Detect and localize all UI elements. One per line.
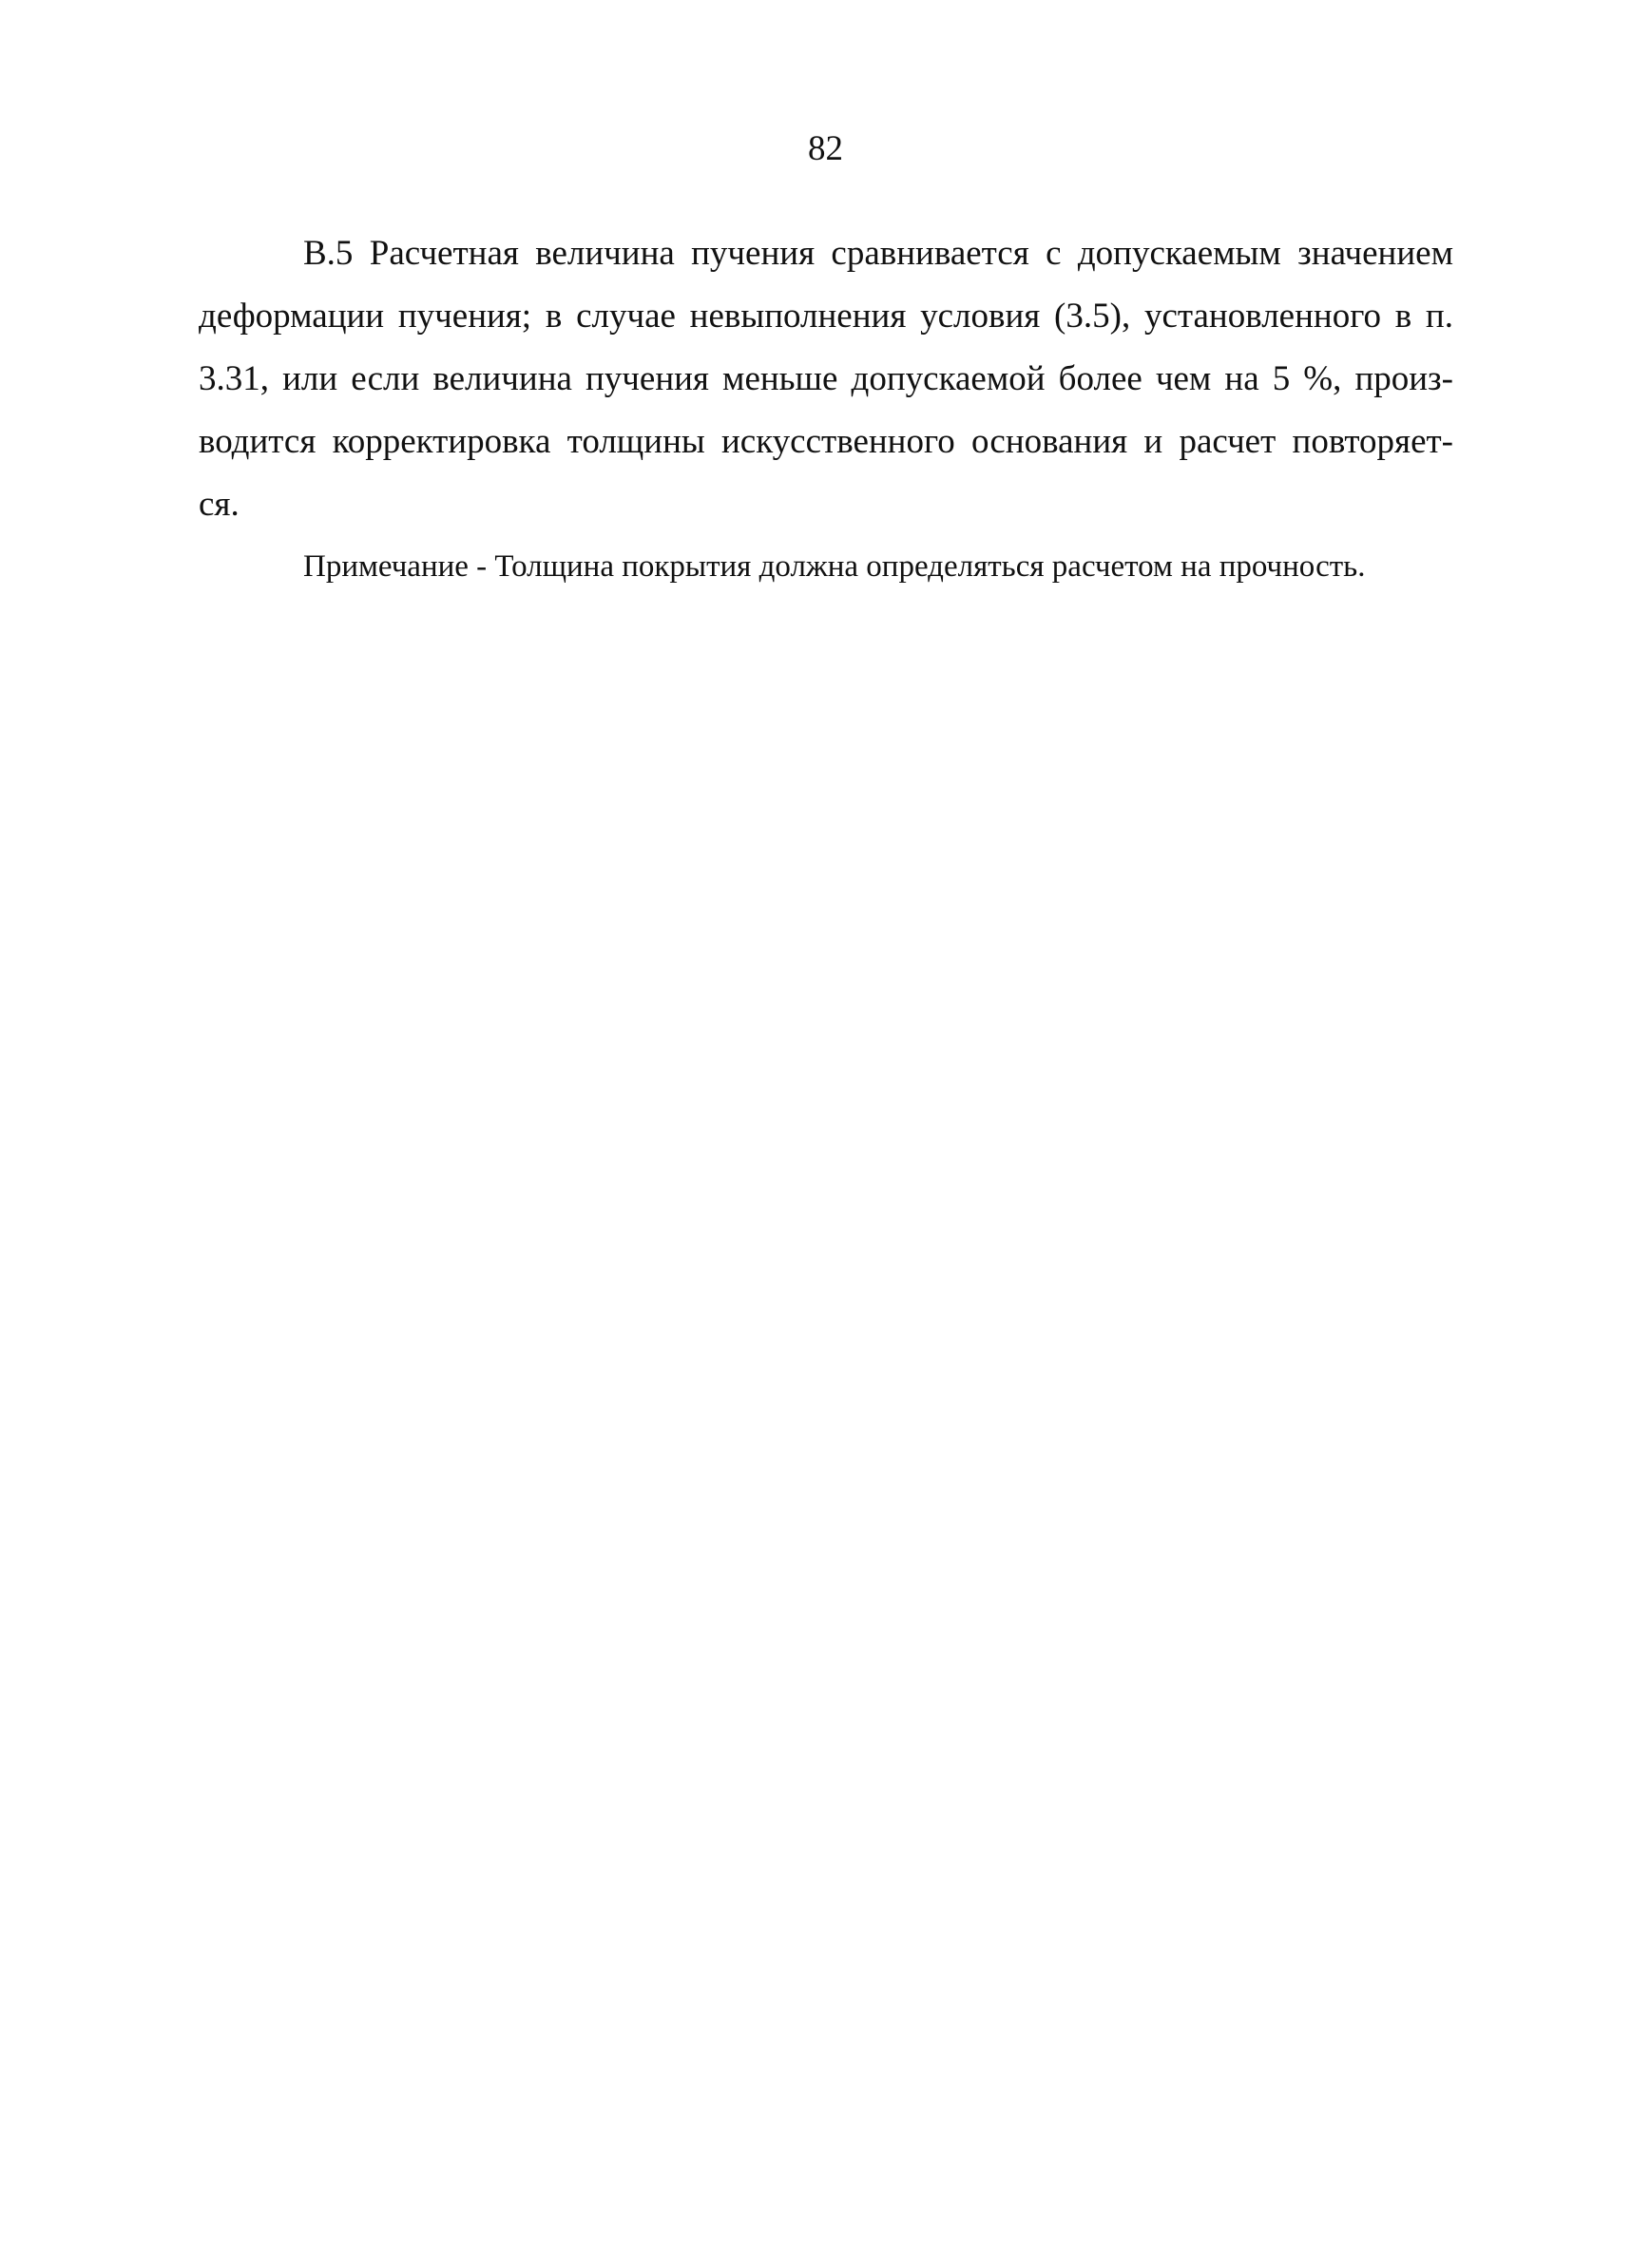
paragraph-line: ся. xyxy=(199,485,240,524)
body-paragraph xyxy=(199,222,1453,536)
paragraph-line: деформации пучения; в случае невыполнения условия (3.5), установленного в п. xyxy=(199,297,1453,336)
paragraph-line: 3.31, или если величина пучения меньше допускаемой более чем на 5 %, произ- xyxy=(199,359,1453,398)
note-text: Примечание - Толщина покрытия должна определяться расчетом на прочность. xyxy=(303,549,1366,584)
page-number: 82 xyxy=(808,129,843,168)
paragraph-line: В.5 Расчетная величина пучения сравнивается с допускаемым значением xyxy=(303,234,1453,273)
paragraph-line: водится корректировка толщины искусственного основания и расчет повторяет- xyxy=(199,422,1453,461)
